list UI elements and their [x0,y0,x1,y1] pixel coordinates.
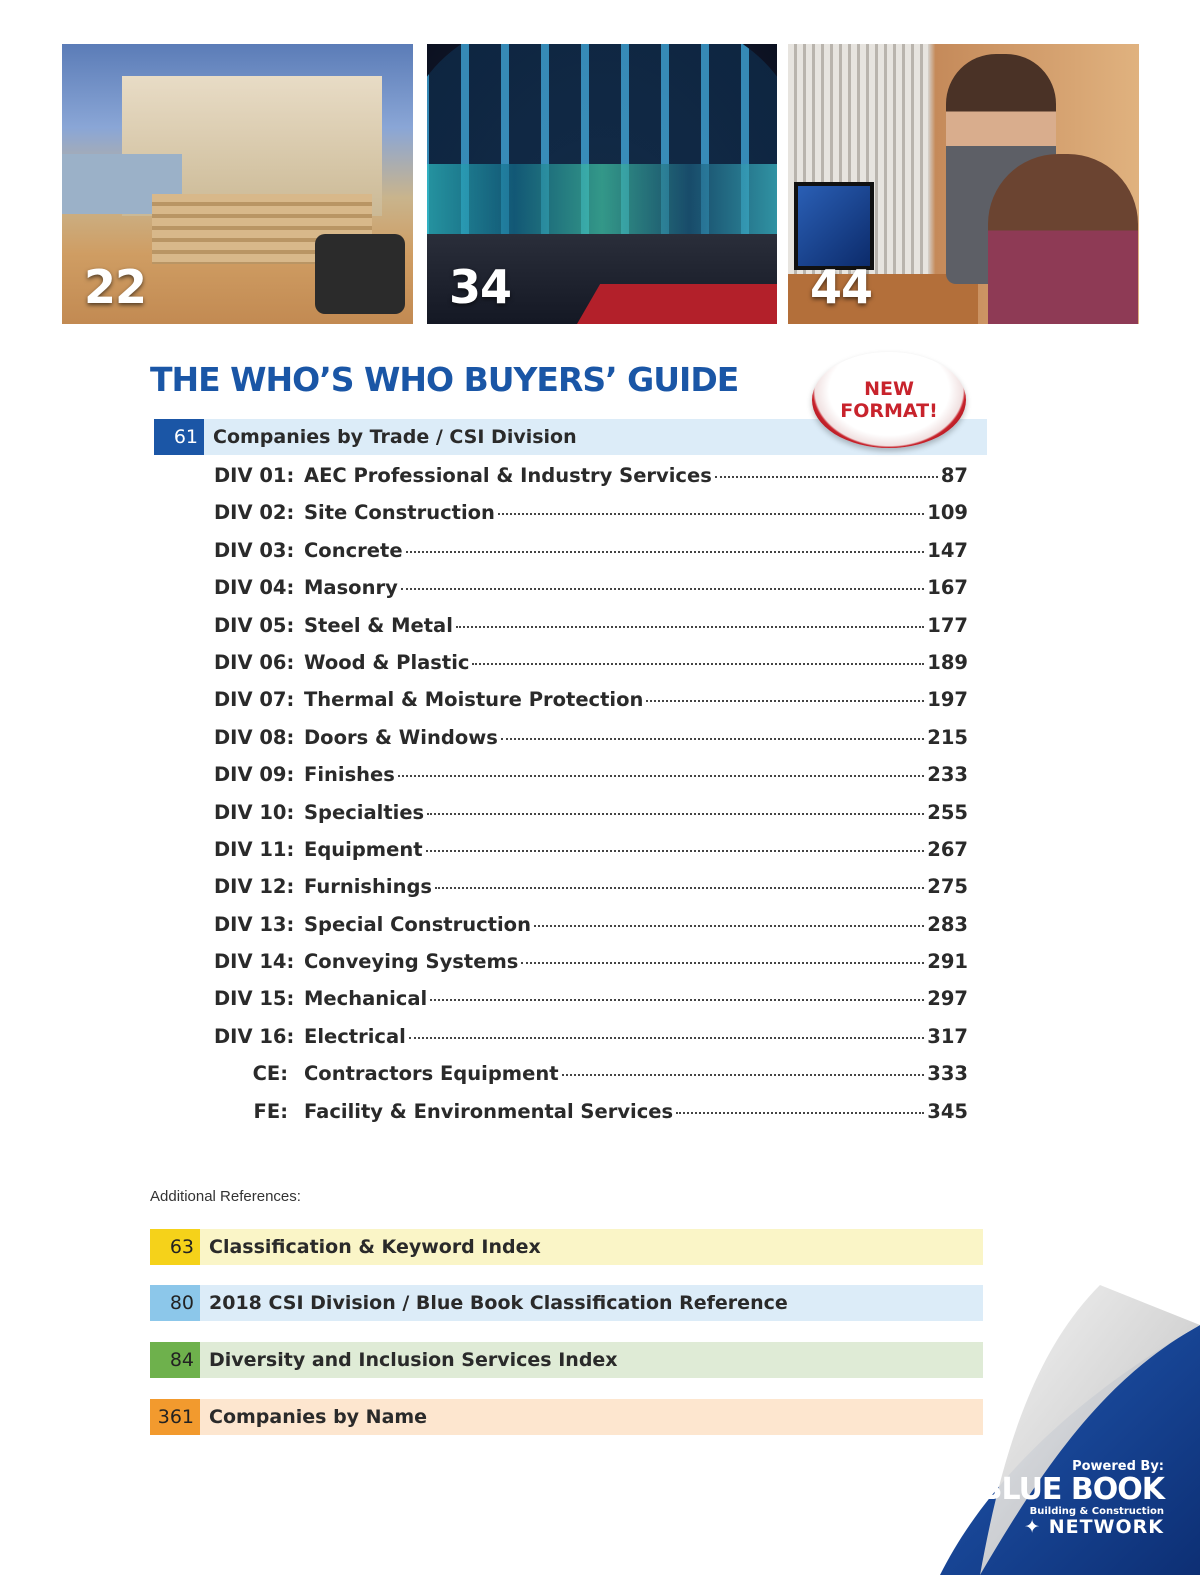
division-name: Masonry [304,576,398,600]
division-row[interactable] [214,950,968,987]
division-page: 275 [927,875,968,899]
division-page: 283 [927,912,968,936]
division-name: Mechanical [304,987,428,1011]
division-name: Equipment [304,837,423,861]
division-name: Thermal & Moisture Protection [304,688,644,712]
division-page: 197 [927,688,968,712]
division-name: Facility & Environmental Services [304,1099,674,1123]
division-code: DIV 07: [214,688,295,712]
classification-index-link[interactable] [150,1229,983,1265]
division-name: Electrical [304,1024,406,1048]
dot-leader [406,551,925,553]
reference-label: 2018 CSI Division / Blue Book Classification Reference [209,1292,788,1314]
library-photo[interactable] [788,44,1139,324]
division-code: DIV 01: [214,464,295,487]
division-row[interactable] [214,875,968,912]
division-name: Doors & Windows [304,725,498,749]
companies-by-name-link[interactable] [150,1399,983,1435]
dot-leader [409,1037,924,1039]
blue-book-wordmark [948,1474,1164,1506]
photo-page-number: 44 [810,260,873,314]
carpet-shape [577,284,777,324]
division-page: 147 [927,538,968,562]
division-code: FE: [253,1099,288,1123]
reference-page-number: 84 [150,1342,200,1378]
dot-leader [398,775,924,777]
division-name: Special Construction [304,912,531,936]
division-row[interactable] [214,913,968,950]
section-page-number: 61 [154,419,204,455]
division-code: DIV 09: [214,763,295,787]
loader-shape [315,234,405,314]
powered-by-text: Powered By: [1072,1459,1164,1474]
division-page: 345 [927,1099,968,1123]
dot-leader [534,925,924,927]
new-format-badge [812,352,966,448]
screens-shape [427,164,777,234]
badge-line-2: FORMAT! [840,400,938,422]
division-page: 233 [927,763,968,787]
division-page: 177 [927,613,968,637]
division-row[interactable] [214,614,968,651]
division-row[interactable] [214,576,968,613]
division-code: DIV 11: [214,837,295,861]
division-page: 167 [927,576,968,600]
division-page: 189 [927,650,968,674]
division-row[interactable] [214,987,968,1024]
dot-leader [435,887,924,889]
division-row[interactable] [214,501,968,538]
division-code: DIV 10: [214,800,295,824]
division-name: AEC Professional & Industry Services [304,464,712,487]
dot-leader [501,738,924,740]
reference-page-number: 63 [150,1229,200,1265]
reference-page-number: 80 [150,1285,200,1321]
badge-line-1: NEW [864,378,914,400]
division-page: 87 [940,464,968,487]
division-row[interactable] [214,1062,968,1099]
dot-leader [430,999,924,1001]
additional-references-label: Additional References: [150,1188,301,1205]
division-code: DIV 12: [214,875,295,899]
division-page: 255 [927,800,968,824]
brand-name: BLUE BOOK [979,1472,1164,1507]
monitor-shape [794,182,874,270]
division-name: Specialties [304,800,425,824]
division-code: DIV 03: [214,538,295,562]
division-row[interactable] [214,651,968,688]
division-row[interactable] [214,838,968,875]
dot-leader [646,700,924,702]
network-text: NETWORK [1048,1516,1164,1538]
photo-page-number: 34 [449,260,512,314]
person-shape-2 [988,154,1138,324]
dot-leader [715,476,938,478]
division-code: DIV 15: [214,987,295,1011]
division-page: 267 [927,837,968,861]
division-row[interactable] [214,1100,968,1137]
division-page: 297 [927,987,968,1011]
division-code: DIV 13: [214,912,295,936]
division-list [214,464,968,1137]
construction-site-photo[interactable] [62,44,413,324]
division-code: DIV 14: [214,950,295,974]
brand-tagline: Building & Construction [1029,1506,1164,1517]
reference-page-number: 361 [150,1399,200,1435]
division-name: Site Construction [304,501,495,525]
division-page: 215 [927,725,968,749]
division-row[interactable] [214,801,968,838]
division-code: DIV 08: [214,725,295,749]
dot-leader [521,962,924,964]
division-code: DIV 06: [214,650,295,674]
dot-leader [456,626,924,628]
division-code: CE: [252,1062,288,1086]
guide-title: THE WHO’S WHO BUYERS’ GUIDE [150,360,739,399]
csi-reference-link[interactable] [150,1285,983,1321]
dot-leader [426,850,925,852]
dot-leader [401,588,925,590]
division-code: DIV 04: [214,576,295,600]
handshake-icon: ✦ [1024,1516,1049,1538]
reference-label: Companies by Name [209,1406,428,1428]
division-code: DIV 02: [214,501,295,525]
dot-leader [498,513,924,515]
division-code: DIV 05: [214,613,295,637]
division-name: Wood & Plastic [304,650,470,674]
division-name: Finishes [304,763,395,787]
division-row[interactable] [214,539,968,576]
division-page: 317 [927,1024,968,1048]
photo-page-number: 22 [84,260,147,314]
dot-leader [472,663,924,665]
dot-leader [676,1112,924,1114]
division-name: Concrete [304,538,403,562]
division-page: 333 [927,1062,968,1086]
dome-hall-photo[interactable] [427,44,777,324]
division-row[interactable] [214,688,968,725]
dot-leader [427,813,924,815]
diversity-index-link[interactable] [150,1342,983,1378]
brand-prefix: THE [958,1479,970,1499]
division-page: 109 [927,501,968,525]
reference-label: Diversity and Inclusion Services Index [209,1349,618,1371]
brand-network [948,1517,1164,1537]
division-page: 291 [927,950,968,974]
reference-label: Classification & Keyword Index [209,1236,541,1258]
division-code: DIV 16: [214,1024,295,1048]
section-label: Companies by Trade / CSI Division [213,426,577,448]
division-name: Furnishings [304,875,433,899]
division-name: Steel & Metal [304,613,453,637]
division-row[interactable] [214,464,968,501]
division-row[interactable] [214,1025,968,1062]
blue-book-logo[interactable] [948,1459,1164,1537]
dot-leader [562,1074,925,1076]
division-name: Conveying Systems [304,950,519,974]
division-name: Contractors Equipment [304,1062,559,1086]
division-row[interactable] [214,726,968,763]
division-row[interactable] [214,763,968,800]
